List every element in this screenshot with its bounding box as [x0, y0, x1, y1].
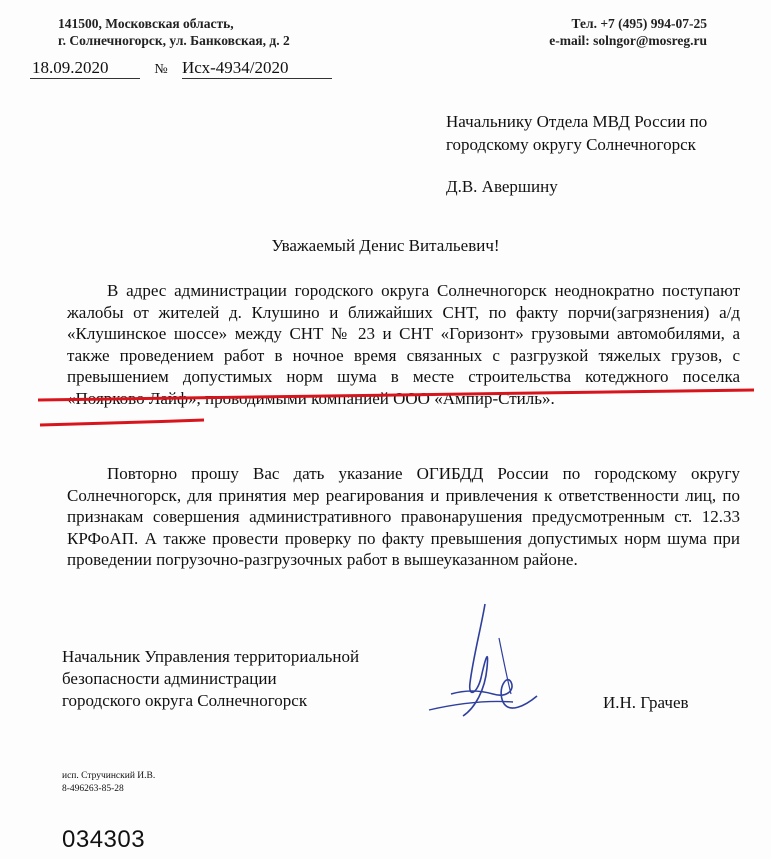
executor-name: исп. Стручинский И.В.: [62, 771, 156, 781]
salutation: Уважаемый Денис Витальевич!: [271, 236, 500, 255]
body-paragraph-1: В адрес администрации городского округа Солнечногорск неоднократно поступают жалобы от жителей д. Клушино и ближайших СНТ, по факту порчи(загрязнения) а/д «Клушинское шоссе» между СНТ № 23 и СНТ «Горизонт» грузовыми автомобилями, а также проведением работ в ночное время связанных с разгрузкой тяжелых грузов, с превышением допустимых норм шума в месте строительства котеджного поселка «Поярково Лайф», проводимыми компанией ООО «Ампир-Стиль».: [67, 281, 740, 408]
addressee-name: Д.В. Авершину: [446, 177, 558, 196]
registration-line: [30, 58, 332, 79]
handwritten-signature: [415, 598, 565, 728]
addressee-line2: городскому округу Солнечногорск: [446, 135, 696, 154]
document-number: 034303: [62, 826, 146, 853]
signatory-title-line1: Начальник Управления территориальной: [62, 647, 360, 666]
addressee-block: [446, 110, 707, 156]
sender-contacts: [549, 15, 707, 49]
signatory-title: [62, 646, 422, 712]
sender-address-line2: г. Солнечногорск, ул. Банковская, д. 2: [58, 33, 290, 48]
signatory-title-line2: безопасности администрации: [62, 669, 277, 688]
sender-address-line1: 141500, Московская область,: [58, 16, 234, 31]
red-underline-upper: [38, 390, 754, 400]
sender-phone: Тел. +7 (495) 994-07-25: [571, 16, 707, 31]
registration-date: 18.09.2020: [30, 58, 140, 79]
addressee-line1: Начальнику Отдела МВД России по: [446, 112, 708, 131]
signatory-name: И.Н. Грачев: [603, 693, 689, 712]
sender-address: [58, 15, 290, 49]
red-underline-lower: [40, 420, 204, 425]
executor-phone: 8-496263-85-28: [62, 783, 124, 794]
body-paragraph-2: Повторно прошу Вас дать указание ОГИБДД России по городскому округу Солнечногорск, для принятия мер реагирования и привлечения к ответственности лиц, по признакам совершения административного правонарушения предусмотренным ст. 12.33 КРФоАП. А также провести проверку по факту превышения допустимых норм шума при проведении погрузочно-разгрузочных работ в вышеуказанном районе.: [67, 464, 740, 569]
red-underline-mark: [38, 384, 758, 430]
executor-info: [62, 770, 155, 795]
number-sign: №: [154, 62, 168, 77]
registration-number: Исх-4934/2020: [182, 58, 332, 79]
signatory-title-line3: городского округа Солнечногорск: [62, 691, 308, 710]
sender-email: e-mail: solngor@mosreg.ru: [549, 33, 707, 48]
